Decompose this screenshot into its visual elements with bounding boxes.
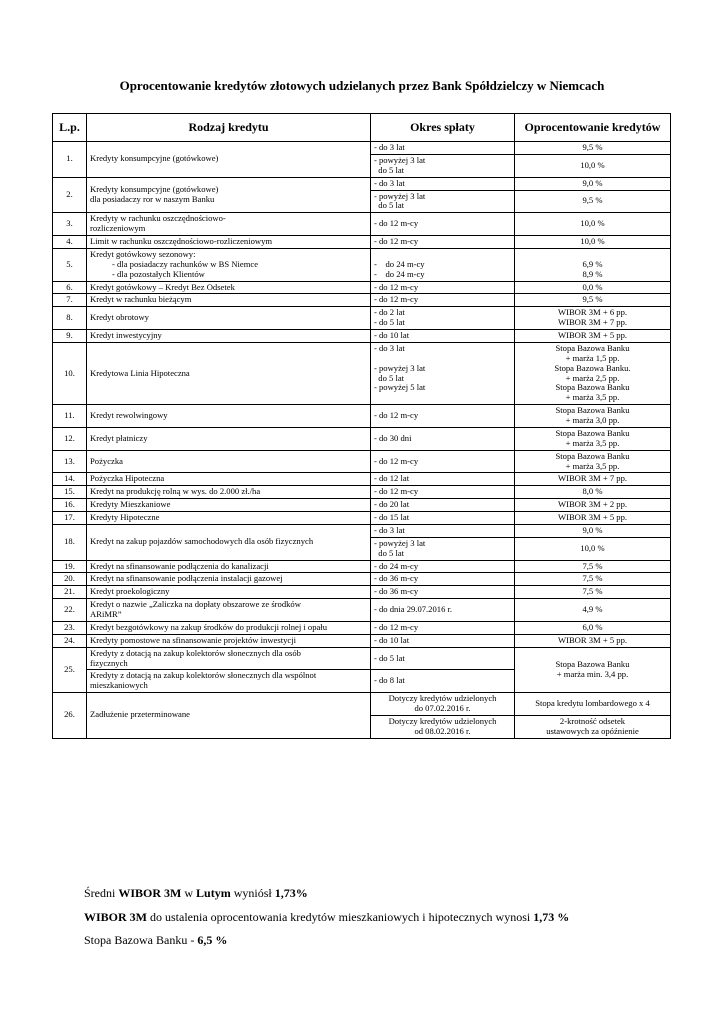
row-number: 24. (53, 634, 87, 647)
row-number: 12. (53, 427, 87, 450)
repayment-term (371, 524, 515, 537)
term-line: - do 12 m-cy (374, 236, 419, 246)
term-line: Dotyczy kredytów udzielonych (388, 715, 497, 726)
interest-rate (515, 142, 671, 155)
repayment-term (371, 248, 515, 281)
table-row (53, 693, 671, 716)
repayment-term (371, 342, 515, 404)
interest-rate (515, 248, 671, 281)
repayment-term (371, 599, 515, 622)
row-number: 25. (53, 647, 87, 693)
table-row (53, 634, 671, 647)
rate-line: Stopa Bazowa Banku (555, 450, 630, 461)
repayment-term (371, 621, 515, 634)
rate-line: Stopa Bazowa Banku (555, 382, 630, 393)
credit-name (87, 330, 371, 343)
interest-rate (515, 499, 671, 512)
credit-name-line: rozliczeniowym (90, 223, 146, 234)
interest-rate: Stopa kredytu lombardowego x 4 (515, 693, 671, 716)
footer-wibor-value: 1,73% (274, 886, 308, 900)
repayment-term (371, 486, 515, 499)
row-number: 6. (53, 281, 87, 294)
rate-line: 9,5 % (582, 195, 603, 206)
term-line: - do 12 m-cy (374, 294, 419, 305)
rate-line: WIBOR 3M + 7 pp. (557, 317, 628, 328)
header-lp: L.p. (53, 114, 87, 142)
rate-line: WIBOR 3M + 5 pp. (557, 634, 628, 645)
term-line: do 5 lat (374, 372, 405, 383)
interest-rate (515, 427, 671, 450)
term-line: - do 12 m-cy (374, 486, 419, 497)
rate-line: Stopa Bazowa Banku. (554, 362, 631, 373)
repayment-term (371, 715, 515, 738)
row-number: 14. (53, 473, 87, 486)
interest-rate (515, 560, 671, 573)
term-line (374, 393, 511, 403)
repayment-term (371, 693, 515, 716)
table-row (53, 248, 671, 281)
credit-name-line: Kredyt gotówkowy sezonowy: (90, 248, 196, 259)
term-line: do 07.02.2016 r. (414, 703, 471, 713)
credit-name (87, 473, 371, 486)
footer-line-3 (84, 933, 227, 948)
row-number: 1. (53, 142, 87, 178)
term-line: - do 20 lat (374, 499, 410, 510)
row-number: 16. (53, 499, 87, 512)
credit-name (87, 307, 371, 330)
credit-name-line: Kredyt proekologiczny (90, 586, 170, 597)
rate-line: 7,5 % (582, 573, 603, 584)
rate-line: 10,0 % (580, 236, 605, 246)
table-row (53, 512, 671, 525)
term-line: - do 36 m-cy (374, 573, 419, 584)
rate-line: + marża 2,5 pp. (565, 372, 620, 383)
table-row (53, 560, 671, 573)
header-name: Rodzaj kredytu (87, 114, 371, 142)
repayment-term (371, 142, 515, 155)
interest-rate (515, 213, 671, 236)
credit-name (87, 486, 371, 499)
interest-rate (515, 154, 671, 177)
rate-line: 9,5 % (582, 294, 603, 305)
repayment-term (371, 330, 515, 343)
credit-name-line: Kredytowa Linia Hipoteczna (90, 367, 190, 378)
interest-rate (515, 599, 671, 622)
rate-line: 0,0 % (582, 281, 603, 292)
table-row (53, 307, 671, 330)
term-line: - powyżej 3 lat (374, 362, 426, 373)
footer-text: Średni (84, 886, 119, 900)
row-number: 8. (53, 307, 87, 330)
header-term: Okres spłaty (371, 114, 515, 142)
credit-name (87, 512, 371, 525)
credit-name-line: Kredyt rewolwingowy (90, 410, 168, 421)
term-line: - do 12 lat (374, 473, 410, 484)
term-line: - do 2 lat (374, 307, 405, 318)
interest-rate (515, 177, 671, 190)
rate-line: + marża 3,5 pp. (565, 460, 620, 471)
credit-name (87, 586, 371, 599)
row-number: 18. (53, 524, 87, 560)
table-row (53, 405, 671, 428)
credit-name (87, 670, 371, 693)
table-row (53, 524, 671, 537)
interest-rate (515, 330, 671, 343)
footer-wibor: WIBOR 3M (118, 886, 182, 900)
row-number: 20. (53, 573, 87, 586)
credit-name-line: ARiMR” (90, 609, 122, 619)
table-row (53, 236, 671, 249)
credit-name-line: Pożyczka (90, 455, 123, 466)
repayment-term (371, 450, 515, 473)
credit-name (87, 599, 371, 622)
credit-name-line: Kredyty z dotacją na zakup kolektorów słonecznych dla osób (90, 647, 301, 658)
credit-name-line: - dla posiadaczy rachunków w BS Niemce (112, 258, 259, 269)
rate-line: 9,0 % (582, 524, 603, 535)
repayment-term (371, 499, 515, 512)
term-line: - powyżej 3 lat (374, 190, 426, 201)
credit-name-line: Kredyt bezgotówkowy na zakup środków do produkcji rolnej i opału (90, 621, 327, 632)
repayment-term (371, 634, 515, 647)
row-number: 23. (53, 621, 87, 634)
term-line: do 5 lat (374, 200, 405, 211)
table-row (53, 573, 671, 586)
credit-name-line: Kredyty Mieszkaniowe (90, 499, 171, 510)
repayment-term (371, 281, 515, 294)
repayment-term (371, 473, 515, 486)
credit-name (87, 177, 371, 213)
credit-name (87, 281, 371, 294)
row-number: 4. (53, 236, 87, 249)
term-line: - do 3 lat (374, 342, 405, 353)
rate-line: 8,0 % (582, 486, 603, 497)
repayment-term (371, 154, 515, 177)
rate-line: WIBOR 3M + 7 pp. (557, 473, 628, 484)
credit-name (87, 499, 371, 512)
term-line: - do 12 m-cy (374, 218, 419, 229)
credit-name-line: mieszkaniowych (90, 680, 148, 691)
credit-name (87, 213, 371, 236)
table-row (53, 486, 671, 499)
credit-name (87, 621, 371, 634)
table-row (53, 586, 671, 599)
interest-rate (515, 405, 671, 428)
term-line: - do dnia 29.07.2016 r. (374, 604, 453, 615)
credit-name-line: Kredyt o nazwie „Zaliczka na dopłaty obszarowe ze środków (90, 599, 301, 610)
term-line: - do 12 m-cy (374, 410, 419, 421)
credit-name-line: Kredyt na sfinansowanie podłączenia do kanalizacji (90, 560, 269, 571)
interest-rate (515, 486, 671, 499)
credit-name (87, 427, 371, 450)
page-title: Oprocentowanie kredytów złotowych udzielanych przez Bank Spółdzielczy w Niemcach (119, 78, 605, 93)
footer-text: w (181, 886, 197, 900)
table-row (53, 294, 671, 307)
term-line: - powyżej 3 lat (374, 154, 426, 165)
rate-line: 10,0 % (580, 542, 605, 553)
table-row (53, 450, 671, 473)
table-row (53, 621, 671, 634)
interest-rate (515, 573, 671, 586)
rate-line: + marża 3,5 pp. (565, 437, 620, 448)
repayment-term (371, 560, 515, 573)
rate-line: WIBOR 3M + 5 pp. (557, 512, 628, 522)
term-line: - do 24 m-cy (374, 560, 419, 571)
rate-line: Stopa Bazowa Banku (555, 659, 630, 669)
rate-line: WIBOR 3M + 5 pp. (557, 330, 628, 340)
credit-name-line: Kredyt inwestycyjny (90, 330, 162, 340)
credit-name (87, 142, 371, 178)
term-line: - do 30 dni (374, 432, 412, 443)
rate-line: 7,5 % (582, 560, 603, 571)
credit-name-line: Kredyty Hipoteczne (90, 512, 160, 522)
term-line: - do 3 lat (374, 177, 405, 188)
table-row (53, 342, 671, 404)
rate-line: WIBOR 3M + 6 pp. (557, 307, 628, 318)
credit-name: Zadłużenie przeterminowane (87, 693, 371, 739)
credit-name (87, 524, 371, 560)
credit-name-line: Kredyty pomostowe na sfinansowanie projektów inwestycji (90, 634, 296, 645)
credit-name-line: Limit w rachunku oszczędnościowo-rozliczeniowym (90, 236, 273, 246)
interest-rate (515, 190, 671, 213)
credit-name (87, 248, 371, 281)
credit-name-line: Kredyty w rachunku oszczędnościowo- (90, 213, 226, 224)
row-number: 26. (53, 693, 87, 739)
footer-text: do ustalenia oprocentowania kredytów mieszkaniowych i hipotecznych wynosi (147, 910, 534, 924)
credit-name-line: Kredyty konsumpcyjne (gotówkowe) (90, 184, 219, 195)
interest-rate (515, 236, 671, 249)
credit-name (87, 342, 371, 404)
rate-line: 6,0 % (582, 621, 603, 632)
repayment-term (371, 512, 515, 525)
credit-name (87, 294, 371, 307)
table-header-row (53, 114, 671, 142)
rate-line: 9,5 % (582, 142, 603, 152)
credit-name (87, 573, 371, 586)
row-number: 22. (53, 599, 87, 622)
credit-name (87, 634, 371, 647)
credit-name (87, 405, 371, 428)
credit-name-line: Kredyt płatniczy (90, 432, 148, 443)
credit-name (87, 647, 371, 670)
credit-name-line: Kredyt na sfinansowanie podłączenia instalacji gazowej (90, 573, 283, 584)
rate-line: 6,9 % (582, 258, 603, 269)
repayment-term (371, 213, 515, 236)
row-number: 2. (53, 177, 87, 213)
row-number: 13. (53, 450, 87, 473)
credit-name-line: Kredyt na produkcję rolną w wys. do 2.000 zł./ha (90, 486, 261, 497)
term-line: Dotyczy kredytów udzielonych (388, 693, 497, 704)
rate-line: Stopa Bazowa Banku (555, 342, 630, 353)
term-line: - powyżej 3 lat (374, 537, 426, 548)
rate-line: 4,9 % (582, 604, 603, 615)
table-row (53, 213, 671, 236)
rate-line: + marża 1,5 pp. (565, 352, 620, 363)
credit-name (87, 450, 371, 473)
interest-rate (515, 294, 671, 307)
footer-text: Stopa Bazowa Banku - (84, 933, 198, 947)
rate-line: 2-krotność odsetek (559, 715, 626, 726)
interest-rate (515, 647, 671, 693)
credit-name (87, 236, 371, 249)
rate-line: 10,0 % (580, 159, 605, 170)
footer-text: wyniósł (230, 886, 275, 900)
interest-rate (515, 634, 671, 647)
credit-name-line: fizycznych (90, 657, 128, 668)
term-line: do 5 lat (374, 547, 405, 558)
row-number: 10. (53, 342, 87, 404)
interest-rate (515, 307, 671, 330)
credit-name-line: Kredyt gotówkowy – Kredyt Bez Odsetek (90, 281, 235, 292)
rate-line: + marża 3,0 pp. (565, 415, 620, 425)
term-line: - do 12 m-cy (374, 621, 419, 632)
term-line: - do 12 m-cy (374, 455, 419, 466)
footer-month: Lutym (196, 886, 231, 900)
row-number: 3. (53, 213, 87, 236)
interest-rate (515, 537, 671, 560)
row-number: 9. (53, 330, 87, 343)
interest-rate (515, 524, 671, 537)
rate-line: 9,0 % (582, 177, 603, 188)
interest-rate (515, 342, 671, 404)
term-line: - do 24 m-cy (374, 258, 425, 269)
repayment-term (371, 405, 515, 428)
term-line: do 5 lat (374, 164, 405, 175)
table-row (53, 281, 671, 294)
rate-line: 10,0 % (580, 218, 605, 229)
term-line: - do 15 lat (374, 512, 410, 522)
term-line: - do 12 m-cy (374, 281, 419, 292)
term-line: - do 36 m-cy (374, 586, 419, 597)
term-line: - do 3 lat (374, 142, 405, 152)
row-number: 19. (53, 560, 87, 573)
repayment-term (371, 177, 515, 190)
term-line: - powyżej 5 lat (374, 382, 426, 393)
repayment-term: - do 5 lat (371, 647, 515, 670)
interest-rate (515, 512, 671, 525)
footer-line-1 (84, 886, 308, 901)
repayment-term (371, 307, 515, 330)
row-number: 17. (53, 512, 87, 525)
credit-name-line: Kredyt na zakup pojazdów samochodowych dla osób fizycznych (90, 536, 314, 547)
row-number: 11. (53, 405, 87, 428)
row-number: 7. (53, 294, 87, 307)
interest-rate (515, 281, 671, 294)
table-row (53, 177, 671, 190)
table-row (53, 427, 671, 450)
table-row (53, 330, 671, 343)
rate-line: ustawowych za opóźnienie (546, 725, 639, 736)
rates-table (52, 113, 671, 739)
header-rate: Oprocentowanie kredytów (515, 114, 671, 142)
table-row (53, 499, 671, 512)
term-line: - do 10 lat (374, 330, 410, 340)
interest-rate (515, 450, 671, 473)
footer-line-2 (84, 910, 569, 925)
credit-name (87, 560, 371, 573)
rate-line: Stopa Bazowa Banku (555, 405, 630, 416)
term-line: - do 5 lat (374, 317, 405, 328)
repayment-term: - do 8 lat (371, 670, 515, 693)
credit-name-line: Kredyty konsumpcyjne (gotówkowe) (90, 153, 219, 164)
footer-base-rate-value: 6,5 % (197, 933, 228, 947)
credit-name-line: dla posiadaczy ror w naszym Banku (90, 193, 215, 204)
repayment-term (371, 586, 515, 599)
rate-line: + marża min. 3,4 pp. (556, 668, 629, 679)
repayment-term (371, 573, 515, 586)
rate-line: WIBOR 3M + 2 pp. (557, 499, 628, 510)
credit-name-line: Pożyczka Hipoteczna (90, 473, 165, 484)
credit-name-line: Kredyt w rachunku bieżącym (90, 294, 192, 305)
row-number: 5. (53, 248, 87, 281)
repayment-term (371, 236, 515, 249)
table-row (53, 473, 671, 486)
rate-line: + marża 3,5 pp. (565, 392, 620, 403)
interest-rate (515, 473, 671, 486)
credit-name-line: Kredyt obrotowy (90, 312, 149, 323)
footer-wibor-value: 1,73 % (533, 910, 570, 924)
repayment-term (371, 537, 515, 560)
term-line: - do 10 lat (374, 634, 410, 645)
footer-wibor: WIBOR 3M (84, 910, 147, 924)
interest-rate (515, 715, 671, 738)
credit-name-line: Kredyty z dotacją na zakup kolektorów słonecznych dla wspólnot (90, 670, 317, 681)
rate-line: Stopa Bazowa Banku (555, 427, 630, 438)
interest-rate (515, 621, 671, 634)
term-line: od 08.02.2016 r. (414, 725, 471, 736)
row-number: 15. (53, 486, 87, 499)
credit-name-line: - dla pozostałych Klientów (112, 268, 205, 279)
repayment-term (371, 427, 515, 450)
interest-rate (515, 586, 671, 599)
rate-line: 8,9 % (582, 268, 603, 279)
table-row (53, 599, 671, 622)
rate-line: 7,5 % (582, 586, 603, 597)
term-line: - do 24 m-cy (374, 268, 425, 279)
repayment-term (371, 190, 515, 213)
table-row (53, 142, 671, 155)
term-line: - do 3 lat (374, 524, 405, 535)
table-row (53, 647, 671, 670)
repayment-term (371, 294, 515, 307)
row-number: 21. (53, 586, 87, 599)
